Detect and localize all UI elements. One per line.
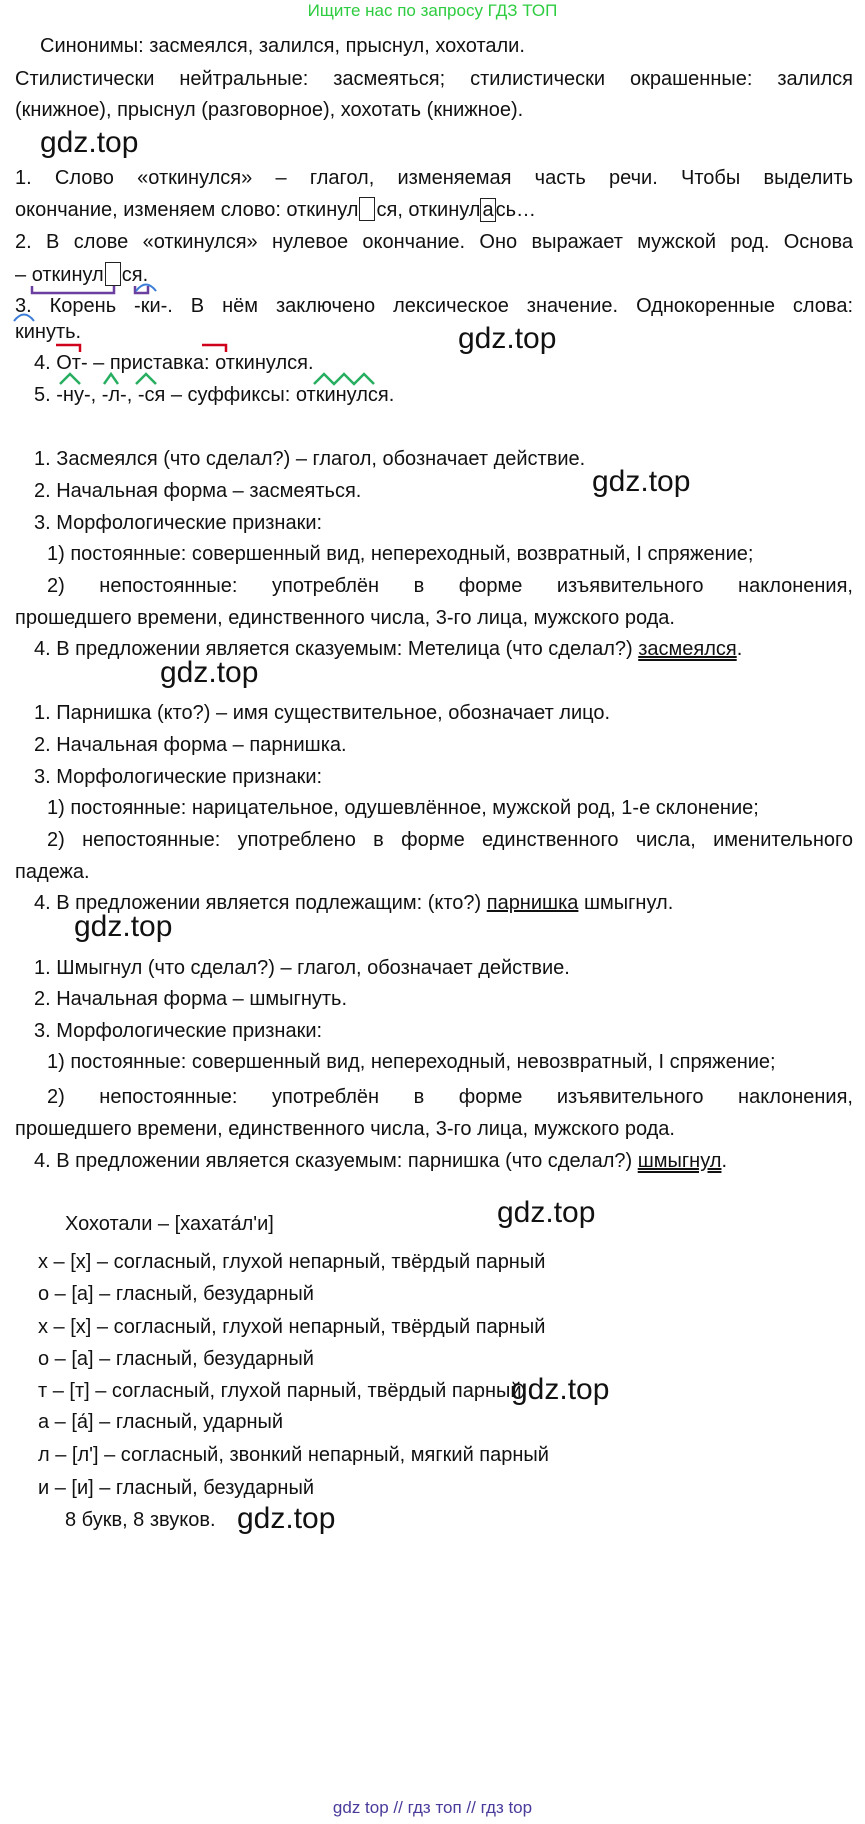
text-fragment: .: [721, 1150, 728, 1172]
morph-p2: 2. В слове «откинулся» нулевое окончание. Оно выражает мужской род. Основа: [15, 231, 853, 253]
watermark: gdz.top: [160, 656, 259, 689]
watermark: gdz.top: [511, 1373, 610, 1406]
text-fragment: –: [15, 264, 32, 286]
verb2-line: 3. Морфологические признаки:: [34, 1020, 323, 1042]
watermark: gdz.top: [458, 322, 557, 355]
verb1-line: прошедшего времени, единственного числа, 3-го лица, мужского рода.: [15, 607, 675, 629]
ending-box-icon: [105, 262, 121, 286]
phonetic-row: о – [а] – гласный, безударный: [38, 1283, 314, 1305]
phonetic-row: т – [т] – согласный, глухой парный, твёрдый парный: [38, 1380, 522, 1402]
text-fragment: окончание, изменяем слово: откинул: [15, 199, 359, 221]
watermark: gdz.top: [74, 910, 173, 943]
noun-line: падежа.: [15, 861, 90, 883]
morph-p1-cont: [15, 197, 536, 222]
phonetic-title: Хохотали – [хахата́л'и]: [65, 1213, 274, 1235]
text-fragment: 4. В предложении является сказуемым: парнишка (что сделал?): [34, 1150, 638, 1172]
text-fragment: шмыгнул.: [578, 892, 674, 914]
top-banner: Ищите нас по запросу ГДЗ ТОП: [307, 1, 558, 20]
synonyms-line: Синонимы: засмеялся, залился, прыснул, хохотали.: [40, 35, 525, 57]
morph-p5: 5. -ну-, -л-, -ся – суффиксы: откинулся.: [34, 384, 395, 406]
noun-line: 2. Начальная форма – парнишка.: [34, 734, 347, 756]
stylistics-line-cont: (книжное), прыснул (разговорное), хохотать (книжное).: [15, 99, 524, 121]
watermark: gdz.top: [497, 1196, 596, 1229]
phonetic-summary: 8 букв, 8 звуков.: [65, 1509, 216, 1531]
watermark: gdz.top: [40, 126, 139, 159]
phonetic-row: и – [и] – гласный, безударный: [38, 1477, 314, 1499]
verb2-line: 1. Шмыгнул (что сделал?) – глагол, обозначает действие.: [34, 957, 570, 979]
watermark: gdz.top: [237, 1502, 336, 1535]
phonetic-row: о – [а] – гласный, безударный: [38, 1348, 314, 1370]
text-fragment: сь…: [495, 199, 537, 221]
subject-word: парнишка: [486, 892, 579, 914]
noun-line: 1. Парнишка (кто?) – имя существительное, обозначает лицо.: [34, 702, 611, 724]
morph-p3: 3. Корень -ки-. В нём заключено лексическое значение. Однокоренные слова:: [15, 295, 853, 317]
verb1-line: 2) непостоянные: употреблён в форме изъявительного наклонения,: [47, 575, 853, 597]
predicate-word: засмеялся: [638, 638, 737, 660]
ending-box: а: [482, 199, 494, 221]
phonetic-row: а – [а́] – гласный, ударный: [38, 1411, 284, 1433]
footer-links: gdz top // гдз топ // гдз top: [332, 1798, 533, 1817]
morph-p1: 1. Слово «откинулся» – глагол, изменяемая часть речи. Чтобы выделить: [15, 167, 853, 189]
verb2-line: [34, 1149, 727, 1173]
verb2-line: 2. Начальная форма – шмыгнуть.: [34, 988, 348, 1010]
morph-p3-cont: кинуть.: [15, 321, 82, 343]
verb2-line: 2) непостоянные: употреблён в форме изъявительного наклонения,: [47, 1086, 853, 1108]
watermark: gdz.top: [592, 465, 691, 498]
ending-box-icon: [359, 197, 375, 221]
root-arc-icon: [134, 280, 158, 292]
verb1-line: 3. Морфологические признаки:: [34, 512, 323, 534]
verb1-line: 2. Начальная форма – засмеяться.: [34, 480, 362, 502]
text-fragment: 4. В предложении является сказуемым: Метелица (что сделал?): [34, 638, 639, 660]
verb1-line: [34, 637, 742, 661]
morph-p4: 4. От- – приставка: откинулся.: [34, 352, 314, 374]
phonetic-row: х – [х] – согласный, глухой непарный, твёрдый парный: [38, 1316, 546, 1338]
verb2-line: 1) постоянные: совершенный вид, непереходный, невозвратный, I спряжение;: [47, 1051, 776, 1073]
text-fragment: .: [736, 638, 743, 660]
noun-line: 1) постоянные: нарицательное, одушевлённое, мужской род, 1-е склонение;: [47, 797, 759, 819]
text-fragment: ся.: [121, 264, 149, 286]
noun-line: 2) непостоянные: употреблено в форме единственного числа, именительного: [47, 829, 853, 851]
verb2-line: прошедшего времени, единственного числа, 3-го лица, мужского рода.: [15, 1118, 675, 1140]
stylistics-line: Стилистически нейтральные: засмеяться; стилистически окрашенные: залился: [15, 68, 853, 90]
noun-line: 3. Морфологические признаки:: [34, 766, 323, 788]
text-fragment: ся, откинул: [376, 199, 481, 221]
stem-word: откинул: [31, 264, 104, 286]
predicate-word: шмыгнул: [637, 1150, 722, 1172]
text-fragment: 4. В предложении является подлежащим: (кто?): [34, 892, 487, 914]
phonetic-row: л – [л'] – согласный, звонкий непарный, мягкий парный: [38, 1444, 549, 1466]
verb1-line: 1. Засмеялся (что сделал?) – глагол, обозначает действие.: [34, 448, 586, 470]
phonetic-row: х – [х] – согласный, глухой непарный, твёрдый парный: [38, 1251, 546, 1273]
verb1-line: 1) постоянные: совершенный вид, непереходный, возвратный, I спряжение;: [47, 543, 754, 565]
